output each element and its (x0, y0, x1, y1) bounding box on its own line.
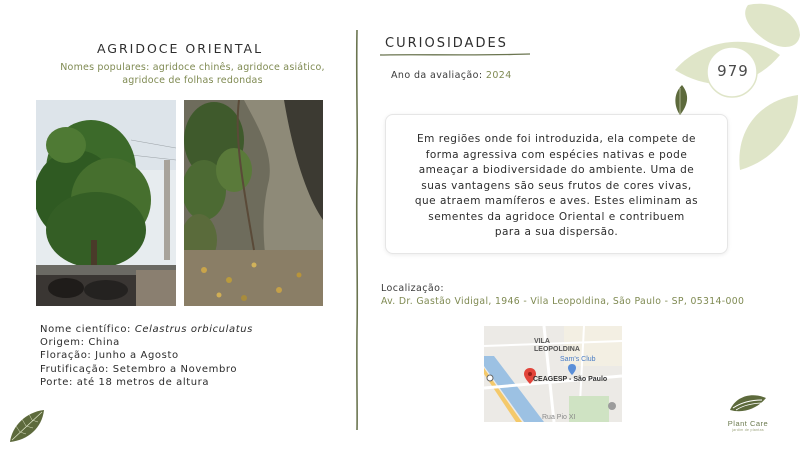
map-poi-label: Sam's Club (560, 356, 596, 363)
evaluation-year: Ano da avaliação: 2024 (391, 70, 512, 81)
record-number: 979 (717, 62, 749, 80)
curiosities-heading: CURIOSIDADES (385, 36, 508, 51)
plant-photo-vine (184, 100, 323, 306)
plant-title: AGRIDOCE ORIENTAL (96, 41, 264, 56)
brand-tagline: jardim de plantas (732, 428, 764, 432)
curiosities-text: Em regiões onde foi introduzida, ela compete de forma agressiva com espécies nativas e pode ameaçar a biodiversidade do ambiente. Uma de suas vantagens são seus frutos de cores vivas, que atraem mamíferos e aves. Estes eliminam as sementes da agridoce Oriental e contribuem para a sua dispersão. (414, 133, 699, 238)
fact-fruiting: Frutificação: Setembro a Novembro (40, 363, 238, 375)
brand-logo (718, 392, 778, 432)
corner-leaf-icon (8, 408, 48, 444)
plant-photo-tree (36, 100, 176, 306)
heading-underline (380, 52, 530, 58)
brand-leaf-icon (728, 392, 768, 414)
fact-origin: Origem: China (40, 337, 120, 349)
decorative-leaves (670, 0, 800, 175)
fact-scientific-name: Nome científico: Celastrus orbiculatus (40, 324, 253, 335)
popular-names: Nomes populares: agridoce chinês, agridoce asiático, agridoce de folhas redondas (60, 62, 325, 86)
plant-facts (40, 323, 253, 389)
fact-flowering: Floração: Junho a Agosto (40, 350, 179, 362)
location-map[interactable] (484, 326, 622, 422)
location-label: Localização: (381, 283, 444, 294)
map-area-label: VILA LEOPOLDINA (534, 338, 580, 353)
map-street-label: Rua Pio XI (542, 414, 576, 421)
map-marker-label: CEAGESP - São Paulo (533, 376, 608, 383)
location-address: Av. Dr. Gastão Vidigal, 1946 - Vila Leopoldina, São Paulo - SP, 05314-000 (381, 296, 745, 307)
fact-size: Porte: até 18 metros de altura (40, 376, 210, 388)
vertical-divider (353, 30, 361, 430)
brand-name: Plant Care (727, 419, 769, 428)
